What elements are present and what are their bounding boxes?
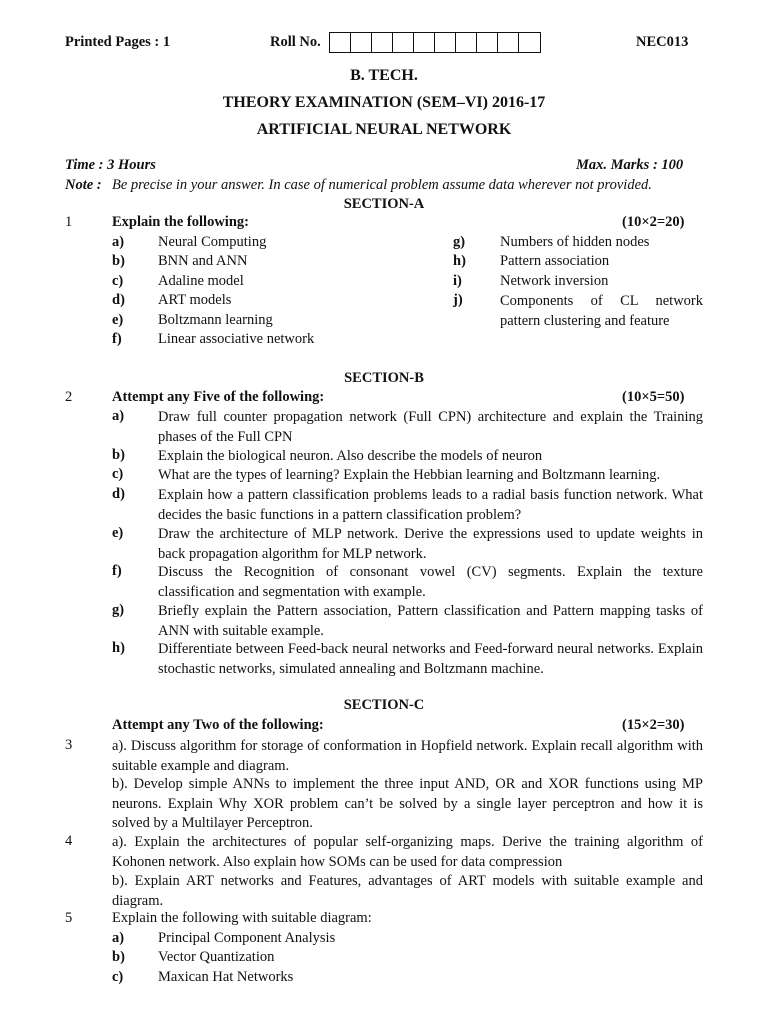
list-item: Briefly explain the Pattern association, Pattern classification and Pattern mapping tasks of ANN with suitable example.: [158, 603, 703, 639]
question-number: 2: [65, 389, 73, 405]
section-a-title: SECTION-A: [343, 196, 425, 212]
item-letter: b): [112, 949, 125, 965]
printed-pages: Printed Pages : 1: [65, 34, 171, 50]
marks: (15×2=30): [622, 717, 685, 733]
item-letter: e): [112, 312, 124, 328]
item-letter: h): [453, 253, 466, 269]
list-item: ART models: [158, 292, 232, 308]
item-letter: g): [453, 234, 466, 250]
item-letter: f): [112, 563, 122, 579]
list-item: Draw the architecture of MLP network. Derive the expressions used to update weights in back propagation algorithm for MLP network.: [158, 526, 703, 562]
max-marks: Max. Marks : 100: [576, 157, 684, 173]
roll-no-boxes: [329, 32, 541, 53]
item-letter: d): [112, 292, 125, 308]
question-number: 5: [65, 910, 73, 926]
question-part: b). Explain ART networks and Features, advantages of ART models with suitable example and diagram.: [112, 873, 703, 909]
time-label: Time : 3 Hours: [65, 157, 156, 173]
item-letter: f): [112, 331, 122, 347]
question-text: Explain the following:: [112, 214, 249, 230]
note-text: Be precise in your answer. In case of numerical problem assume data wherever not provided.: [112, 177, 652, 193]
list-item: Explain how a pattern classification problems leads to a radial basis function network. What decides the basic functions in a pattern classification problem?: [158, 487, 703, 523]
item-letter: j): [453, 292, 463, 308]
item-letter: g): [112, 602, 125, 618]
item-letter: c): [112, 969, 124, 985]
item-letter: c): [112, 273, 124, 289]
marks: (10×5=50): [622, 389, 685, 405]
list-item: Adaline model: [158, 273, 244, 289]
list-item: Numbers of hidden nodes: [500, 234, 650, 250]
question-text: Explain the following with suitable diagram:: [112, 910, 372, 926]
question-text: Attempt any Five of the following:: [112, 389, 325, 405]
exam-title: THEORY EXAMINATION (SEM–VI) 2016-17: [222, 94, 546, 111]
note-label: Note :: [65, 177, 102, 193]
list-item: Pattern association: [500, 253, 610, 269]
list-item: Draw full counter propagation network (Full CPN) architecture and explain the Training phases of the Full CPN: [158, 409, 703, 445]
list-item: Boltzmann learning: [158, 312, 273, 328]
question-number: 3: [65, 737, 73, 753]
item-letter: b): [112, 447, 125, 463]
paper-code: NEC013: [636, 34, 689, 50]
degree-title: B. TECH.: [350, 67, 418, 84]
question-number: 4: [65, 833, 73, 849]
marks: (10×2=20): [622, 214, 685, 230]
question-part: a). Discuss algorithm for storage of conformation in Hopfield network. Explain recall algorithm with suitable example and diagram.: [112, 738, 703, 774]
list-item: Network inversion: [500, 273, 609, 289]
list-item: Neural Computing: [158, 234, 267, 250]
question-text: Attempt any Two of the following:: [112, 717, 324, 733]
list-item: Vector Quantization: [158, 949, 275, 965]
list-item: Principal Component Analysis: [158, 930, 336, 946]
section-c-title: SECTION-C: [343, 697, 425, 713]
list-item: What are the types of learning? Explain the Hebbian learning and Boltzmann learning.: [158, 467, 661, 483]
list-item: Discuss the Recognition of consonant vowel (CV) segments. Explain the texture classification and segmentation with example.: [158, 564, 703, 600]
item-letter: a): [112, 234, 125, 250]
list-item: Linear associative network: [158, 331, 315, 347]
item-letter: e): [112, 525, 124, 541]
question-number: 1: [65, 214, 73, 230]
list-item: Differentiate between Feed-back neural networks and Feed-forward neural networks. Explain stochastic networks, simulated annealing and Boltzmann machine.: [158, 641, 703, 677]
question-part: a). Explain the architectures of popular self-organizing maps. Derive the training algorithm of Kohonen network. Also explain how SOMs can be used for data compression: [112, 834, 703, 870]
item-letter: a): [112, 930, 125, 946]
list-item: Explain the biological neuron. Also describe the models of neuron: [158, 448, 543, 464]
item-letter: c): [112, 466, 124, 482]
list-item: BNN and ANN: [158, 253, 248, 269]
question-part: b). Develop simple ANNs to implement the three input AND, OR and XOR functions using MP neurons. Explain Why XOR problem can’t be solved by a single layer perceptron and how it is solved by a Multilayer Perceptron.: [112, 776, 703, 831]
list-item: Components of CL network pattern clustering and feature: [500, 293, 703, 329]
list-item: Maxican Hat Networks: [158, 969, 294, 985]
item-letter: i): [453, 273, 462, 289]
section-b-title: SECTION-B: [344, 370, 424, 386]
roll-no-label: Roll No.: [270, 34, 321, 50]
subject-title: ARTIFICIAL NEURAL NETWORK: [256, 121, 512, 138]
item-letter: a): [112, 408, 125, 424]
item-letter: d): [112, 486, 125, 502]
item-letter: b): [112, 253, 125, 269]
item-letter: h): [112, 640, 125, 656]
